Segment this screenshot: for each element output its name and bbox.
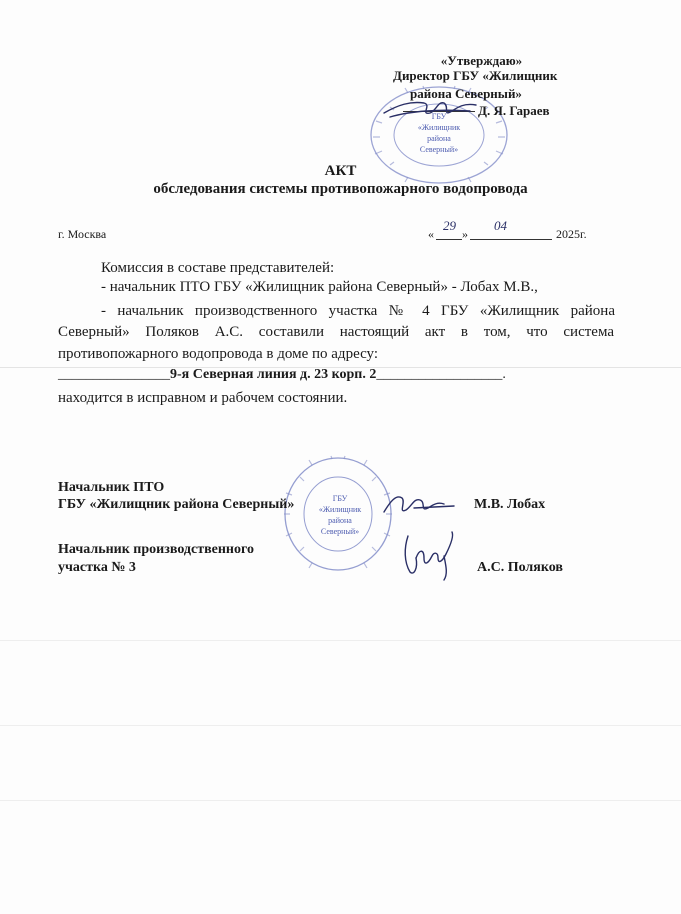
approval-line-2: Директор ГБУ «Жилищник — [393, 68, 558, 83]
body-paragraph-1: Комиссия в составе представителей: — [101, 260, 335, 276]
official-stamp-bottom — [282, 455, 394, 573]
approval-name: Д. Я. Гараев — [478, 103, 550, 118]
signer1-title-line-1: Начальник ПТО — [58, 480, 165, 495]
address-line — [58, 367, 506, 383]
stamp-text: «Жилищник — [318, 505, 362, 514]
approval-line-3: района Северный» — [410, 86, 522, 101]
scan-artifact-line — [0, 800, 681, 801]
signer1-title-line-2: ГБУ «Жилищник района Северный» — [58, 497, 295, 512]
director-signature — [380, 95, 480, 125]
date-year: 2025г. — [556, 227, 587, 241]
month-line — [470, 239, 552, 240]
signer2-title-line-2: участка № 3 — [58, 560, 136, 575]
stamp-text: Северный» — [419, 145, 459, 154]
signer1-signature — [380, 488, 458, 522]
approval-line-1: «Утверждаю» — [440, 53, 523, 68]
stamp-text: Северный» — [320, 527, 360, 536]
scan-artifact-line — [0, 640, 681, 641]
stamp-text: ГБУ — [431, 112, 447, 121]
date-quote-open: « — [428, 227, 434, 241]
stamp-text: «Жилищник — [417, 123, 461, 132]
date-day: 29 — [443, 218, 456, 233]
body-paragraph-4: Северный» Поляков А.С. составили настоящий акт в том, что система — [58, 324, 614, 340]
stamp-text: района — [427, 134, 451, 143]
scan-artifact-line — [0, 725, 681, 726]
body-paragraph-3: - начальник производственного участка № 4 ГБУ «Жилищник района — [101, 303, 615, 319]
city: г. Москва — [58, 227, 107, 241]
body-paragraph-5: противопожарного водопровода в доме по адресу: — [58, 346, 379, 362]
address-tail: __________________. — [376, 367, 506, 382]
day-line — [436, 239, 462, 240]
signer1-name: М.В. Лобах — [474, 497, 546, 512]
stamp-text: ГБУ — [332, 494, 348, 503]
date-quote-close: » — [462, 227, 468, 241]
signer2-signature — [398, 528, 462, 584]
document-subtitle: обследования системы противопожарного водопровода — [153, 181, 528, 197]
date-month: 04 — [494, 218, 507, 233]
address-lead: ________________ — [58, 367, 170, 382]
body-paragraph-2: - начальник ПТО ГБУ «Жилищник района Северный» - Лобах М.В., — [101, 279, 538, 295]
signer2-name: А.С. Поляков — [477, 560, 563, 575]
document-title: АКТ — [324, 163, 357, 179]
stamp-text: района — [328, 516, 352, 525]
body-paragraph-6: находится в исправном и рабочем состоянии. — [58, 390, 348, 406]
address-value: 9-я Северная линия д. 23 корп. 2 — [170, 367, 377, 382]
approval-block — [0, 52, 681, 70]
signer2-title-line-1: Начальник производственного — [58, 542, 254, 557]
